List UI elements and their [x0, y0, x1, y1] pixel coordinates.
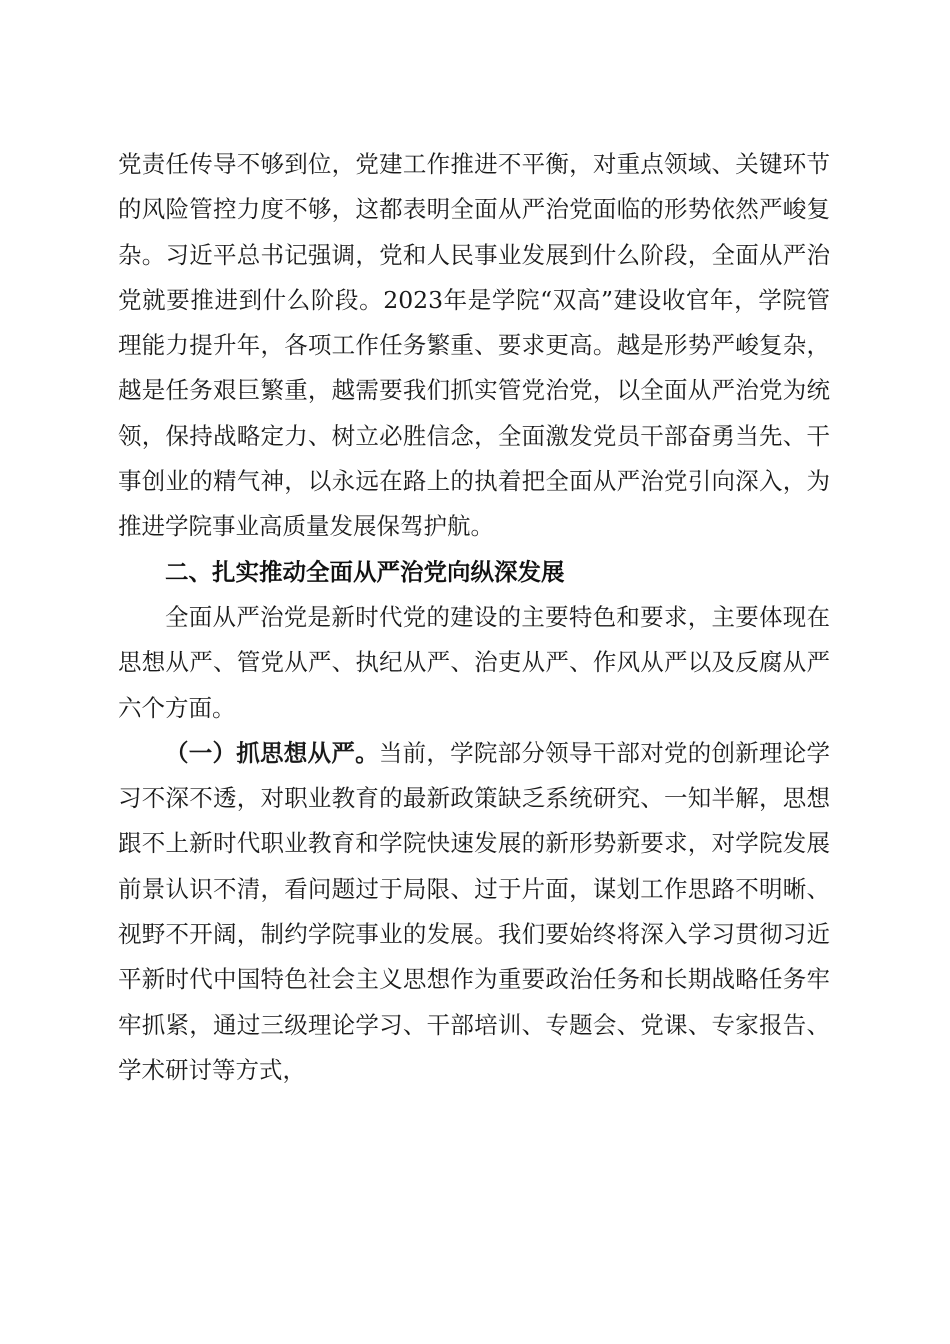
- subsection-lead: （一）抓思想从严。: [165, 738, 379, 767]
- section-heading: 二、扎实推动全面从严治党向纵深发展: [165, 557, 565, 586]
- subsection-body: 当前，学院部分领导干部对党的创新理论学习不深不透，对职业教育的最新政策缺乏系统研究、一知半解，思想跟不上新时代职业教育和学院快速发展的新形势新要求，对学院发展前景认识不清，看问题过于局限、过于片面，谋划工作思路不明晰、视野不开阔，制约学院事业的发展。我们要始终将深入学习贯彻习近平新时代中国特色社会主义思想作为重要政治任务和长期战略任务牢牢抓紧，通过三级理论学习、干部培训、专题会、党课、专家报告、学术研讨等方式，: [118, 738, 831, 1084]
- paragraph-subsection-one: [118, 731, 830, 1093]
- document-body: [118, 142, 830, 1093]
- paragraph-overview: 全面从严治党是新时代党的建设的主要特色和要求，主要体现在思想从严、管党从严、执纪从严、治吏从严、作风从严以及反腐从严六个方面。: [118, 602, 830, 722]
- paragraph-continuation: 党责任传导不够到位，党建工作推进不平衡，对重点领域、关键环节的风险管控力度不够，这都表明全面从严治党面临的形势依然严峻复杂。习近平总书记强调，党和人民事业发展到什么阶段，全面从严治党就要推进到什么阶段。2023年是学院“双高”建设收官年，学院管理能力提升年，各项工作任务繁重、要求更高。越是形势严峻复杂，越是任务艰巨繁重，越需要我们抓实管党治党，以全面从严治党为统领，保持战略定力、树立必胜信念，全面激发党员干部奋勇当先、干事创业的精气神，以永远在路上的执着把全面从严治党引向深入，为推进学院事业高质量发展保驾护航。: [118, 150, 830, 541]
